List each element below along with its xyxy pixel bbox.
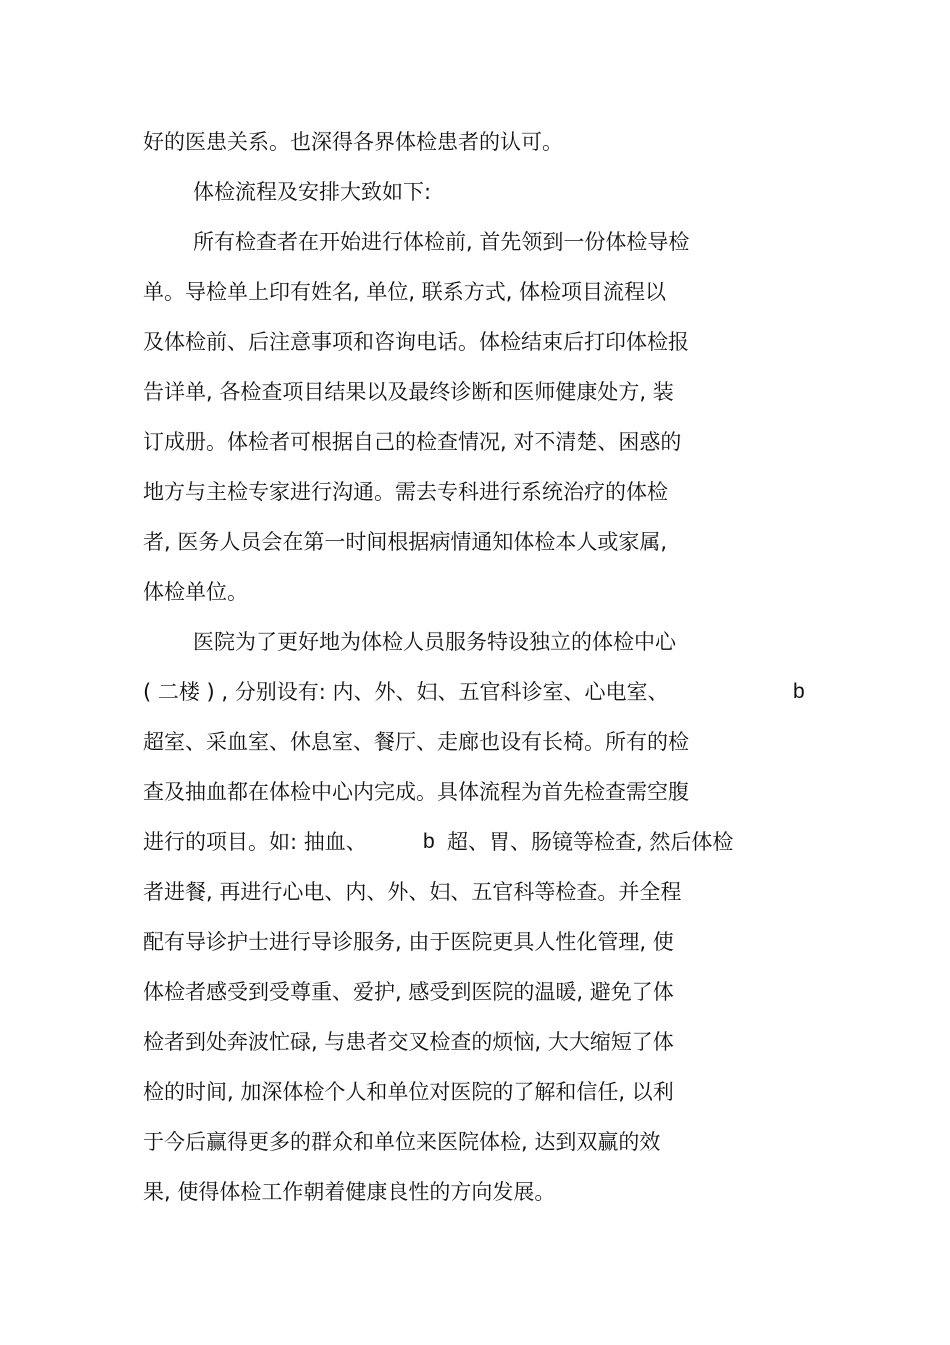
- paragraph-line: 果, 使得体检工作朝着健康良性的方向发展。: [143, 1180, 556, 1204]
- paragraph-line: 及体检前、后注意事项和咨询电话。体检结束后打印体检报: [143, 330, 689, 354]
- paragraph-line: 告详单, 各检查项目结果以及最终诊断和医师健康处方, 装: [143, 380, 674, 404]
- letter-b: b: [423, 830, 435, 853]
- paragraph-line: 进行的项目。如: 抽血、: [143, 830, 367, 854]
- paragraph-line: 所有检查者在开始进行体检前, 首先领到一份体检导检: [193, 230, 690, 254]
- paragraph-line: 订成册。体检者可根据自己的检查情况, 对不清楚、困惑的: [143, 430, 682, 454]
- paragraph-line: 单。导检单上印有姓名, 单位, 联系方式, 体检项目流程以: [143, 280, 667, 304]
- paragraph-line: 检的时间, 加深体检个人和单位对医院的了解和信任, 以利: [143, 1080, 674, 1104]
- paragraph-line: 医院为了更好地为体检人员服务特设独立的体检中心: [193, 630, 676, 654]
- paragraph-line: 体检单位。: [143, 580, 248, 604]
- paragraph-line: 体检者感受到受尊重、爱护, 感受到医院的温暖, 避免了体: [143, 980, 674, 1004]
- paragraph-line: 超室、采血室、休息室、餐厅、走廊也设有长椅。所有的检: [143, 730, 689, 754]
- paragraph-line: ( 二楼 ) , 分别设有: 内、外、妇、五官科诊室、心电室、: [143, 680, 669, 704]
- paragraph-line: 查及抽血都在体检中心内完成。具体流程为首先检查需空腹: [143, 780, 689, 804]
- paragraph-line: 地方与主检专家进行沟通。需去专科进行系统治疗的体检: [143, 480, 668, 504]
- paragraph-line: 者进餐, 再进行心电、内、外、妇、五官科等检查。并全程: [143, 880, 682, 904]
- paragraph-line: 超、胃、肠镜等检查, 然后体检: [447, 830, 734, 854]
- paragraph-line: 体检流程及安排大致如下:: [193, 180, 432, 204]
- paragraph-line: 检者到处奔波忙碌, 与患者交叉检查的烦恼, 大大缩短了体: [143, 1030, 674, 1054]
- paragraph-line: 配有导诊护士进行导诊服务, 由于医院更具人性化管理, 使: [143, 930, 674, 954]
- letter-b: b: [793, 680, 805, 703]
- paragraph-line: 者, 医务人员会在第一时间根据病情通知体检本人或家属,: [143, 530, 668, 554]
- paragraph-line: 于今后赢得更多的群众和单位来医院体检, 达到双赢的效: [143, 1130, 661, 1154]
- paragraph-line: 好的医患关系。也深得各界体检患者的认可。: [143, 130, 563, 154]
